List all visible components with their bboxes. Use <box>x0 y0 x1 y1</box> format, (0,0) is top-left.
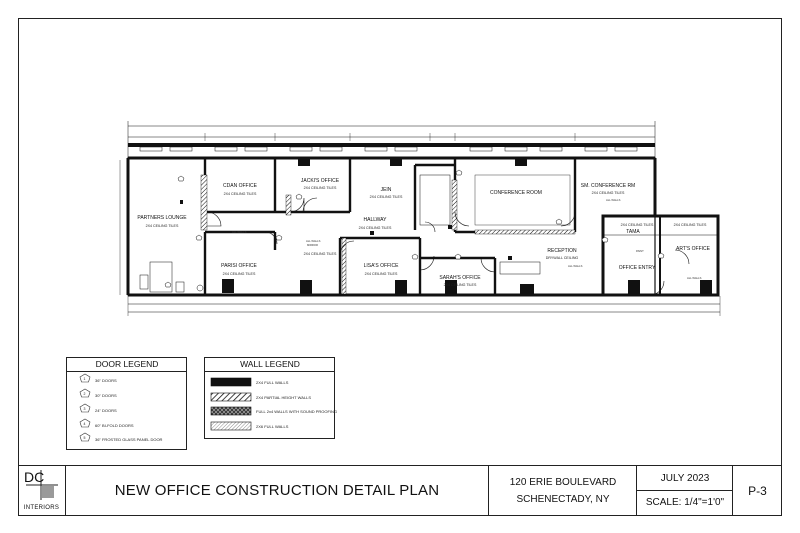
wall-legend-label-2: 2X4 PARTIAL HEIGHT WALLS <box>256 395 312 400</box>
room-label-sm-conference-rm: SM. CONFERENCE RM <box>580 183 636 189</box>
wall-legend-label-1: 2X4 FULL WALLS <box>256 380 289 385</box>
drawing-scale: SCALE: 1/4"=1'0" <box>645 497 725 508</box>
room-sub-ceiling-tiles-b: 2X4 CEILING TILES <box>673 223 707 227</box>
room-sub-cdan-office: 2X4 CEILING TILES <box>223 192 257 196</box>
room-label-jein: JEIN <box>380 187 392 193</box>
door-legend-tag-5: 5 <box>83 436 86 440</box>
door-legend-tag-1: 1 <box>83 377 86 381</box>
sheet-number: P-3 <box>748 483 767 498</box>
room-sub-partners-lounge: 2X4 CEILING TILES <box>145 224 179 228</box>
address-line-2: SCHENECTADY, NY <box>516 493 610 505</box>
room-sub-parisi-office: 2X4 CEILING TILES <box>222 272 256 276</box>
room-label-partners-lounge: PARTNERS LOUNGE <box>137 215 187 221</box>
wall-legend-swatches <box>211 378 251 430</box>
room-sub-ceiling-tiles-c: 2X4 CEILING TILES <box>303 252 337 256</box>
room-sub-reception: DRYWALL CEILING <box>545 256 579 260</box>
door-legend-title: DOOR LEGEND <box>95 359 159 369</box>
room-sub-lisas-office: 2X4 CEILING TILES <box>364 272 398 276</box>
room-label-parisi-office: PARISI OFFICE <box>221 263 257 269</box>
room-label-office-entry: OFFICE ENTRY <box>618 265 656 271</box>
room-label-cdan-office: CDAN OFFICE <box>223 183 257 189</box>
room-label-sarahs-office: SARAH'S OFFICE <box>439 275 481 281</box>
room-label-hallway: HALLWAY <box>363 217 387 223</box>
door-legend-label-4: 60" BI-FOLD DOORS <box>95 423 134 428</box>
door-legend-label-5: 36" FROSTED GLASS PANEL DOOR <box>95 437 163 442</box>
note-all-walls-5: ALL WALLS <box>687 277 702 280</box>
note-all-walls-2: ALL WALLS <box>306 240 321 243</box>
note-all-walls-4: ALL WALLS <box>606 199 621 202</box>
wall-legend-title: WALL LEGEND <box>240 359 300 369</box>
room-label-conference-room: CONFERENCE ROOM <box>490 190 542 196</box>
wall-legend-label-3: FULL 2x4 WALLS WITH SOUND PROOFING <box>256 409 338 414</box>
room-sub-hallway: 2X4 CEILING TILES <box>358 226 392 230</box>
room-sub-jein: 2X4 CEILING TILES <box>369 195 403 199</box>
room-sub-ceiling-tiles-a: 2X4 CEILING TILES <box>620 223 654 227</box>
room-label-arts-office: ART'S OFFICE <box>676 246 710 252</box>
note-all-walls-3: ALL WALLS <box>568 265 583 268</box>
logo-mark <box>24 469 58 500</box>
door-legend-label-3: 24" DOORS <box>95 408 117 413</box>
room-sub-sarahs-office: 2X4 CEILING TILES <box>443 283 477 287</box>
room-label-lisas-office: LISA'S OFFICE <box>363 263 399 269</box>
door-legend-tag-4: 4 <box>83 422 86 426</box>
room-label-jackis-office: JACKI'S OFFICE <box>300 178 340 184</box>
door-legend-label-1: 36" DOORS <box>95 378 117 383</box>
drawing-title: NEW OFFICE CONSTRUCTION DETAIL PLAN <box>114 482 440 499</box>
address-line-1: 120 ERIE BOULEVARD <box>509 476 617 488</box>
room-label-tama: TAMA <box>626 229 640 235</box>
note-mirror: MIRROR <box>307 244 318 247</box>
note-all-walls-1: ALL WALLS <box>232 231 247 234</box>
room-sub-sm-conference-rm: 2X4 CEILING TILES <box>591 191 625 195</box>
wall-legend-label-4: 2X6 FULL WALLS <box>256 424 289 429</box>
note-paint: PAINT <box>636 250 644 253</box>
door-legend-tag-3: 3 <box>83 407 86 411</box>
floor-plan <box>120 121 720 316</box>
drawing-date: JULY 2023 <box>660 472 710 484</box>
door-legend-tag-2: 2 <box>83 392 86 396</box>
room-sub-jackis-office: 2X4 CEILING TILES <box>303 186 337 190</box>
svg-text:DC: DC <box>24 469 45 485</box>
room-label-reception: RECEPTION <box>547 248 577 254</box>
door-legend-label-2: 30" DOORS <box>95 393 117 398</box>
logo-caption: INTERIORS <box>23 505 60 511</box>
